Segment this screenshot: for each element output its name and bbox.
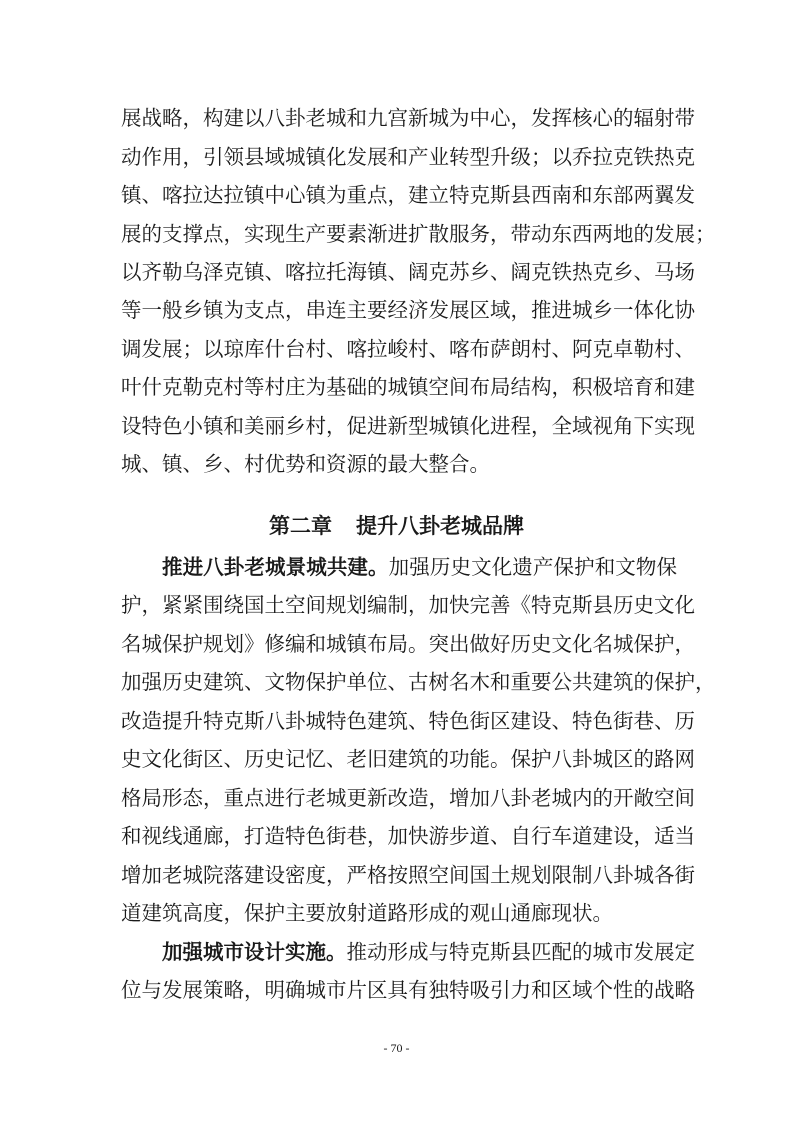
- paragraph-lead: 加强城市设计实施。: [162, 940, 347, 964]
- paragraph-line: 位与发展策略，明确城市片区具有独特吸引力和区域个性的战略: [121, 978, 695, 1002]
- paragraph-text: 推动形成与特克斯县匹配的城市发展定: [346, 940, 695, 964]
- paragraph-line: 以齐勒乌泽克镇、喀拉托海镇、阔克苏乡、阔克铁热克乡、马场: [121, 260, 695, 284]
- paragraph-line: 加强历史建筑、文物保护单位、古树名木和重要公共建筑的保护，: [121, 670, 716, 694]
- paragraph-line: 史文化街区、历史记忆、老旧建筑的功能。保护八卦城区的路网: [121, 747, 695, 771]
- chapter-heading: [0, 511, 793, 541]
- paragraph-line: 城、镇、乡、村优势和资源的最大整合。: [121, 452, 490, 476]
- paragraph-line: 增加老城院落建设密度，严格按照空间国土规划限制八卦城各街: [121, 863, 695, 887]
- paragraph-line: 护，紧紧围绕国土空间规划编制，加快完善《特克斯县历史文化: [121, 593, 695, 617]
- paragraph-line: 设特色小镇和美丽乡村，促进新型城镇化进程，全域视角下实现: [121, 414, 695, 438]
- paragraph-first-line: [162, 938, 695, 966]
- paragraph-line: 展的支撑点，实现生产要素渐进扩散服务，带动东西两地的发展；: [121, 222, 716, 246]
- paragraph-line: 改造提升特克斯八卦城特色建筑、特色街区建设、特色街巷、历: [121, 709, 695, 733]
- page-number: - 70 -: [383, 1041, 410, 1055]
- chapter-number: 第二章: [269, 513, 332, 538]
- paragraph-line: 展战略，构建以八卦老城和九宫新城为中心，发挥核心的辐射带: [121, 106, 695, 130]
- paragraph-line: 调发展；以琼库什台村、喀拉峻村、喀布萨朗村、阿克卓勒村、: [121, 337, 695, 361]
- paragraph-line: 镇、喀拉达拉镇中心镇为重点，建立特克斯县西南和东部两翼发: [121, 183, 695, 207]
- paragraph-line: 格局形态，重点进行老城更新改造，增加八卦老城内的开敞空间: [121, 786, 695, 810]
- paragraph-lead: 推进八卦老城景城共建。: [162, 555, 389, 579]
- paragraph-line: 和视线通廊，打造特色街巷，加快游步道、自行车道建设，适当: [121, 824, 695, 848]
- paragraph-line: 名城保护规划》修编和城镇布局。突出做好历史文化名城保护，: [121, 632, 695, 656]
- paragraph-line: 等一般乡镇为支点，串连主要经济发展区域，推进城乡一体化协: [121, 298, 695, 322]
- chapter-title: 提升八卦老城品牌: [356, 513, 524, 538]
- paragraph-text: 加强历史文化遗产保护和文物保: [388, 555, 678, 579]
- paragraph-first-line: [162, 553, 677, 581]
- paragraph-line: 道建筑高度，保护主要放射道路形成的观山通廊现状。: [121, 901, 613, 925]
- paragraph-line: 动作用，引领县域城镇化发展和产业转型升级；以乔拉克铁热克: [121, 145, 695, 169]
- paragraph-line: 叶什克勒克村等村庄为基础的城镇空间布局结构，积极培育和建: [121, 375, 695, 399]
